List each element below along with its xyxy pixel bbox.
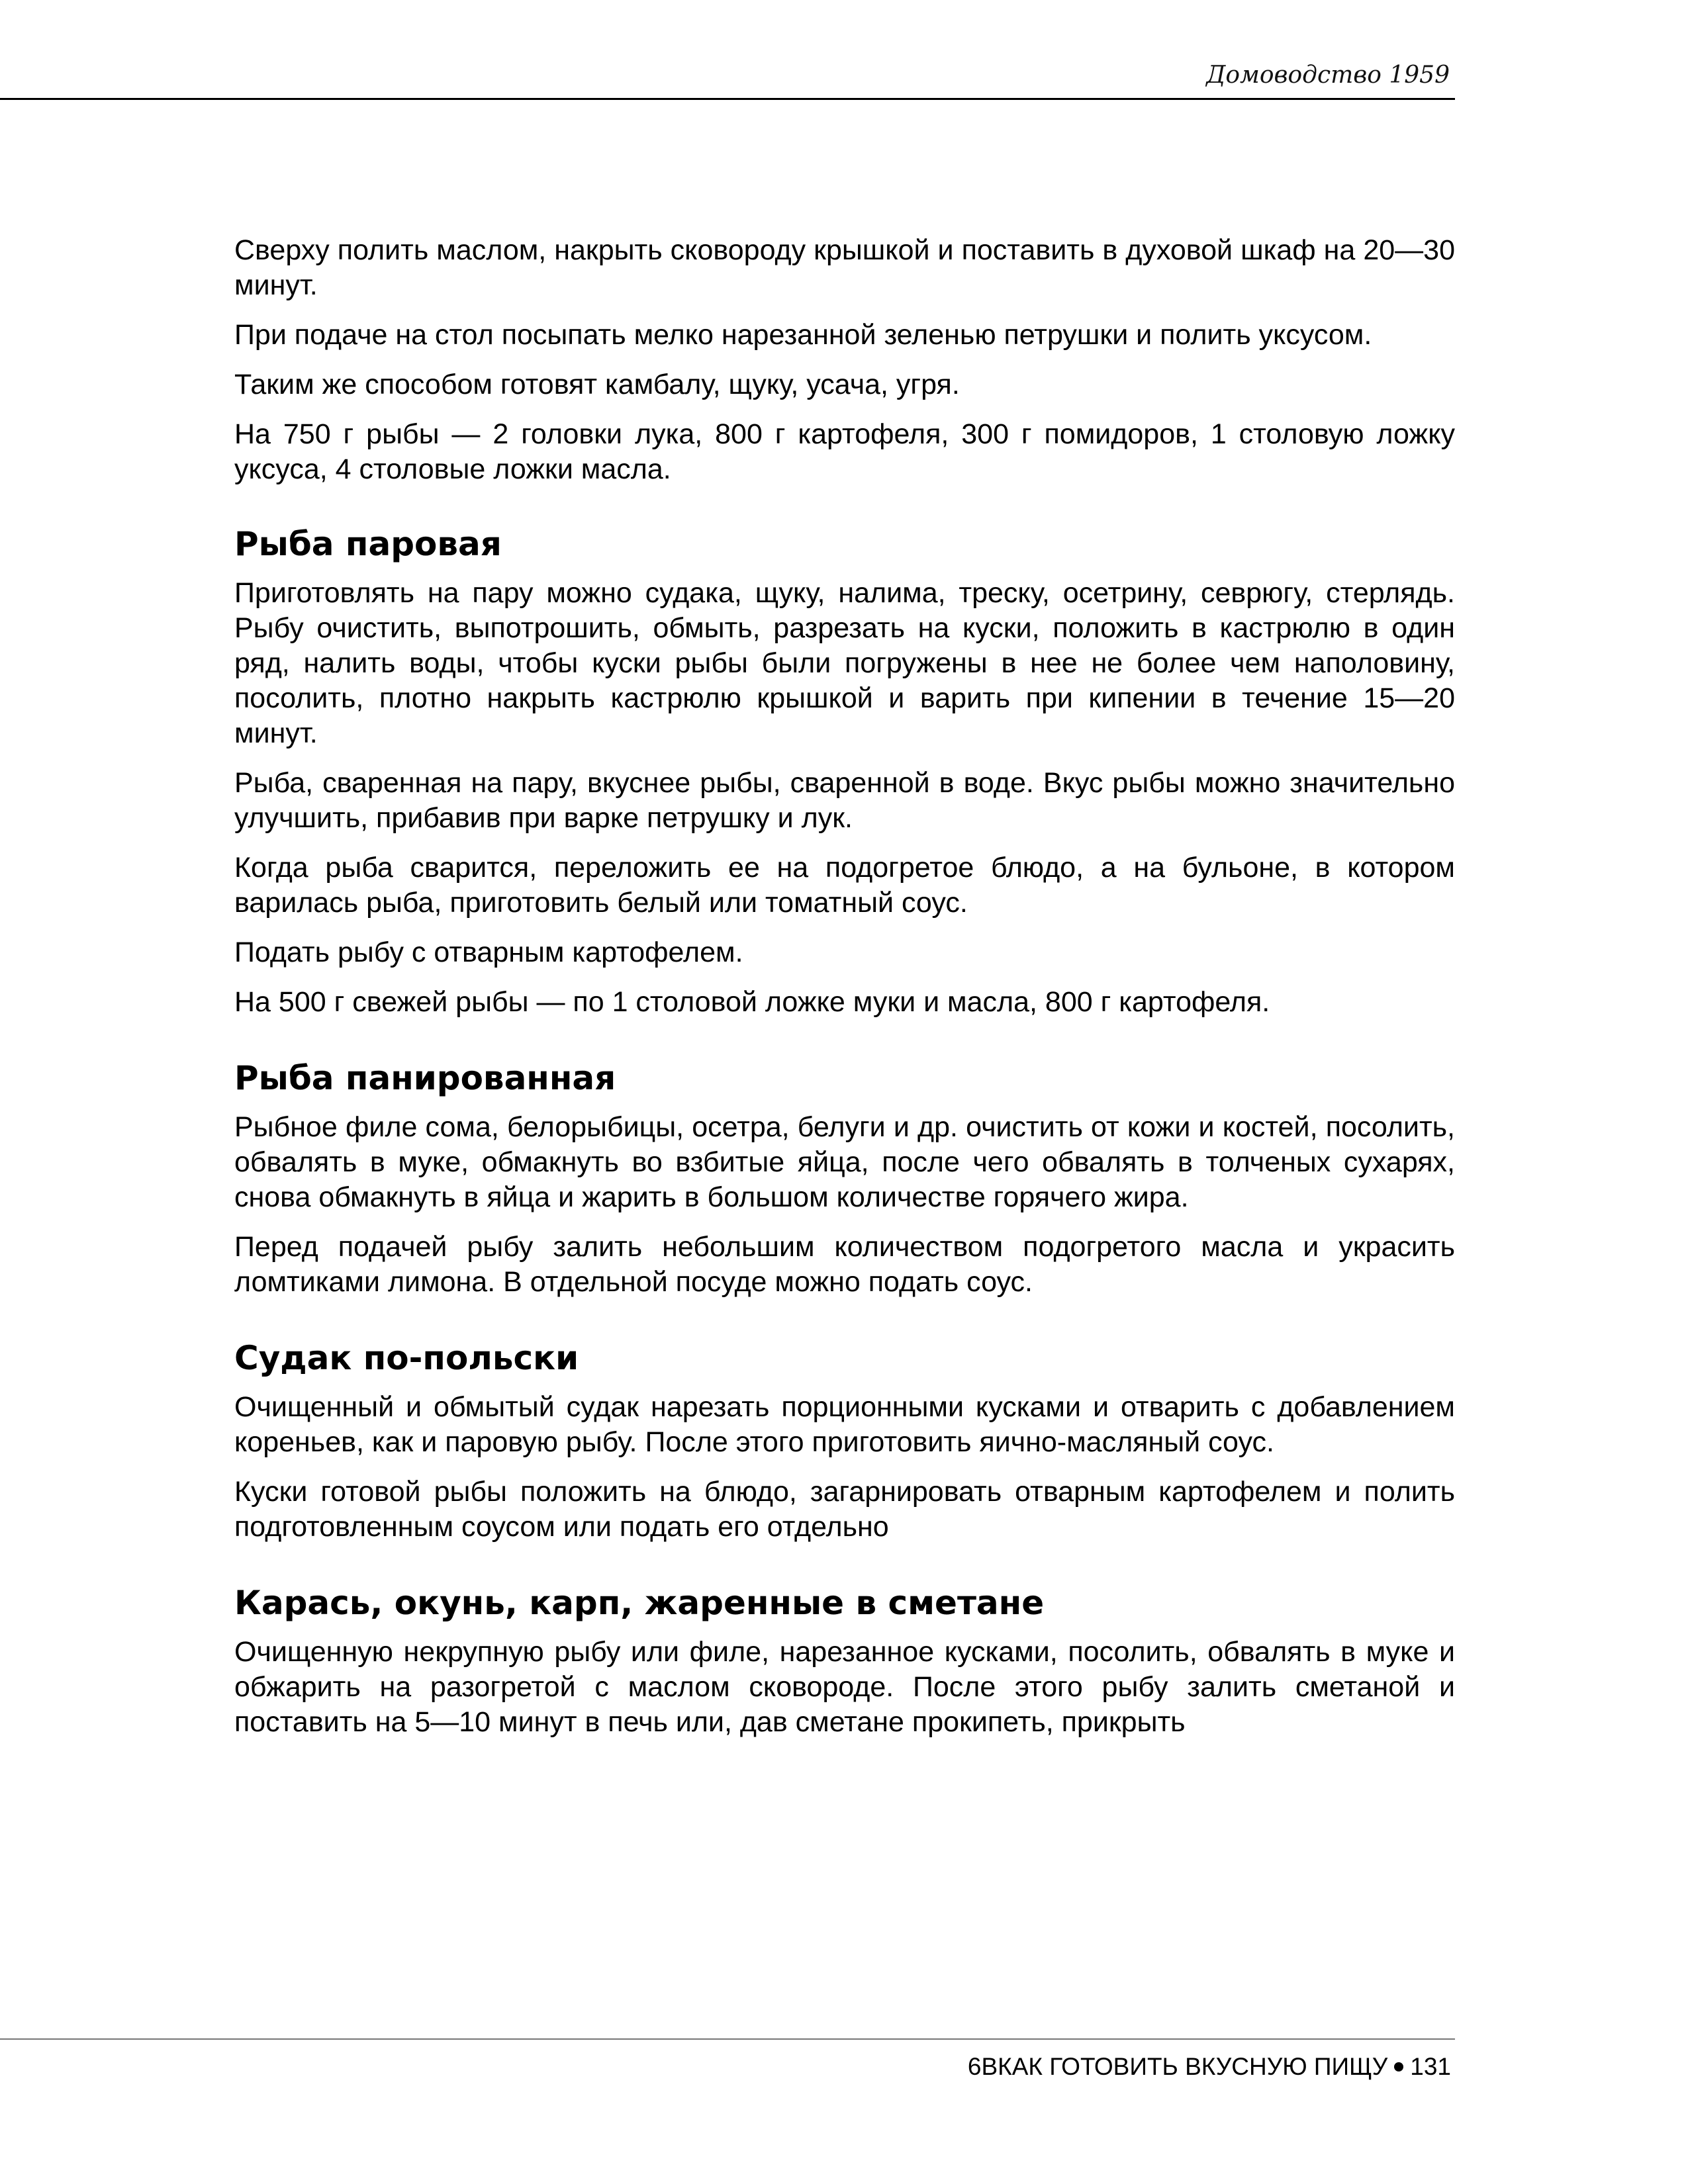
section-heading-breaded-fish: Рыба панированная: [234, 1059, 616, 1097]
bullet-icon: [1394, 2062, 1403, 2071]
header-rule: [0, 98, 1455, 100]
footer-section-title: 6ВКАК ГОТОВИТЬ ВКУСНУЮ ПИЩУ: [967, 2053, 1388, 2080]
section-heading-fish-in-sour-cream: Карась, окунь, карп, жаренные в сметане: [234, 1584, 1045, 1622]
paragraph: Рыбное филе сома, белорыбицы, осетра, белуги и др. очистить от кожи и костей, посолить, обвалять в муке, обмакнуть во взбитые яйца, после чего обвалять в толченых сухарях, снова обмакнуть в яйца и жарить в большом количестве горячего жира.: [234, 1111, 1455, 1213]
paragraph: Рыба, сваренная на пару, вкуснее рыбы, сваренной в воде. Вкус рыбы можно значительно улучшить, прибавив при варке петрушку и лук.: [234, 767, 1455, 834]
section-heading-polish-pike-perch: Судак по-польски: [234, 1339, 579, 1377]
paragraph: Очищенный и обмытый судак нарезать порционными кусками и отварить с добавлением кореньев, как и паровую рыбу. После этого приготовить яично-масляный соус.: [234, 1391, 1455, 1458]
paragraph: Когда рыба сварится, переложить ее на подогретое блюдо, а на бульоне, в котором варилась рыба, приготовить белый или томатный соус.: [234, 852, 1455, 919]
footer-rule: [0, 2038, 1455, 2040]
paragraph: На 750 г рыбы — 2 головки лука, 800 г картофеля, 300 г помидоров, 1 столовую ложку уксуса, 4 столовые ложки масла.: [234, 418, 1455, 485]
running-footer: [968, 2054, 1451, 2079]
paragraph: Сверху полить маслом, накрыть сковороду крышкой и поставить в духовой шкаф на 20—30 минут.: [234, 234, 1455, 301]
paragraph: Очищенную некрупную рыбу или филе, нарезанное кусками, посолить, обвалять в муке и обжарить на разогретой с маслом сковороде. После этого рыбу залить сметаной и поставить на 5—10 минут в печь или, дав сметане прокипеть, прикрыть: [234, 1636, 1455, 1738]
paragraph: На 500 г свежей рыбы — по 1 столовой ложке муки и масла, 800 г картофеля.: [234, 986, 1270, 1018]
paragraph: При подаче на стол посыпать мелко нарезанной зеленью петрушки и полить уксусом.: [234, 319, 1372, 351]
running-header-title: Домоводство 1959: [1206, 62, 1450, 89]
paragraph: Куски готовой рыбы положить на блюдо, загарнировать отварным картофелем и полить подготовленным соусом или подать его отдельно: [234, 1476, 1455, 1543]
paragraph: Подать рыбу с отварным картофелем.: [234, 936, 743, 968]
page-body: [234, 233, 1455, 1754]
section-heading-steamed-fish: Рыба паровая: [234, 525, 502, 563]
paragraph: Перед подачей рыбу залить небольшим количеством подогретого масла и украсить ломтиками лимона. В отдельной посуде можно подать соус.: [234, 1231, 1455, 1298]
page-number: 131: [1410, 2053, 1451, 2080]
paragraph: Приготовлять на пару можно судака, щуку, налима, треску, осетрину, севрюгу, стерлядь. Рыбу очистить, выпотрошить, обмыть, разрезать на куски, положить в кастрюлю в один ряд, налить воды, чтобы куски рыбы были погружены в нее не более чем наполовину, посолить, плотно накрыть кастрюлю крышкой и варить при кипении в течение 15—20 минут.: [234, 577, 1455, 749]
paragraph: Таким же способом готовят камбалу, щуку, усача, угря.: [234, 369, 960, 400]
